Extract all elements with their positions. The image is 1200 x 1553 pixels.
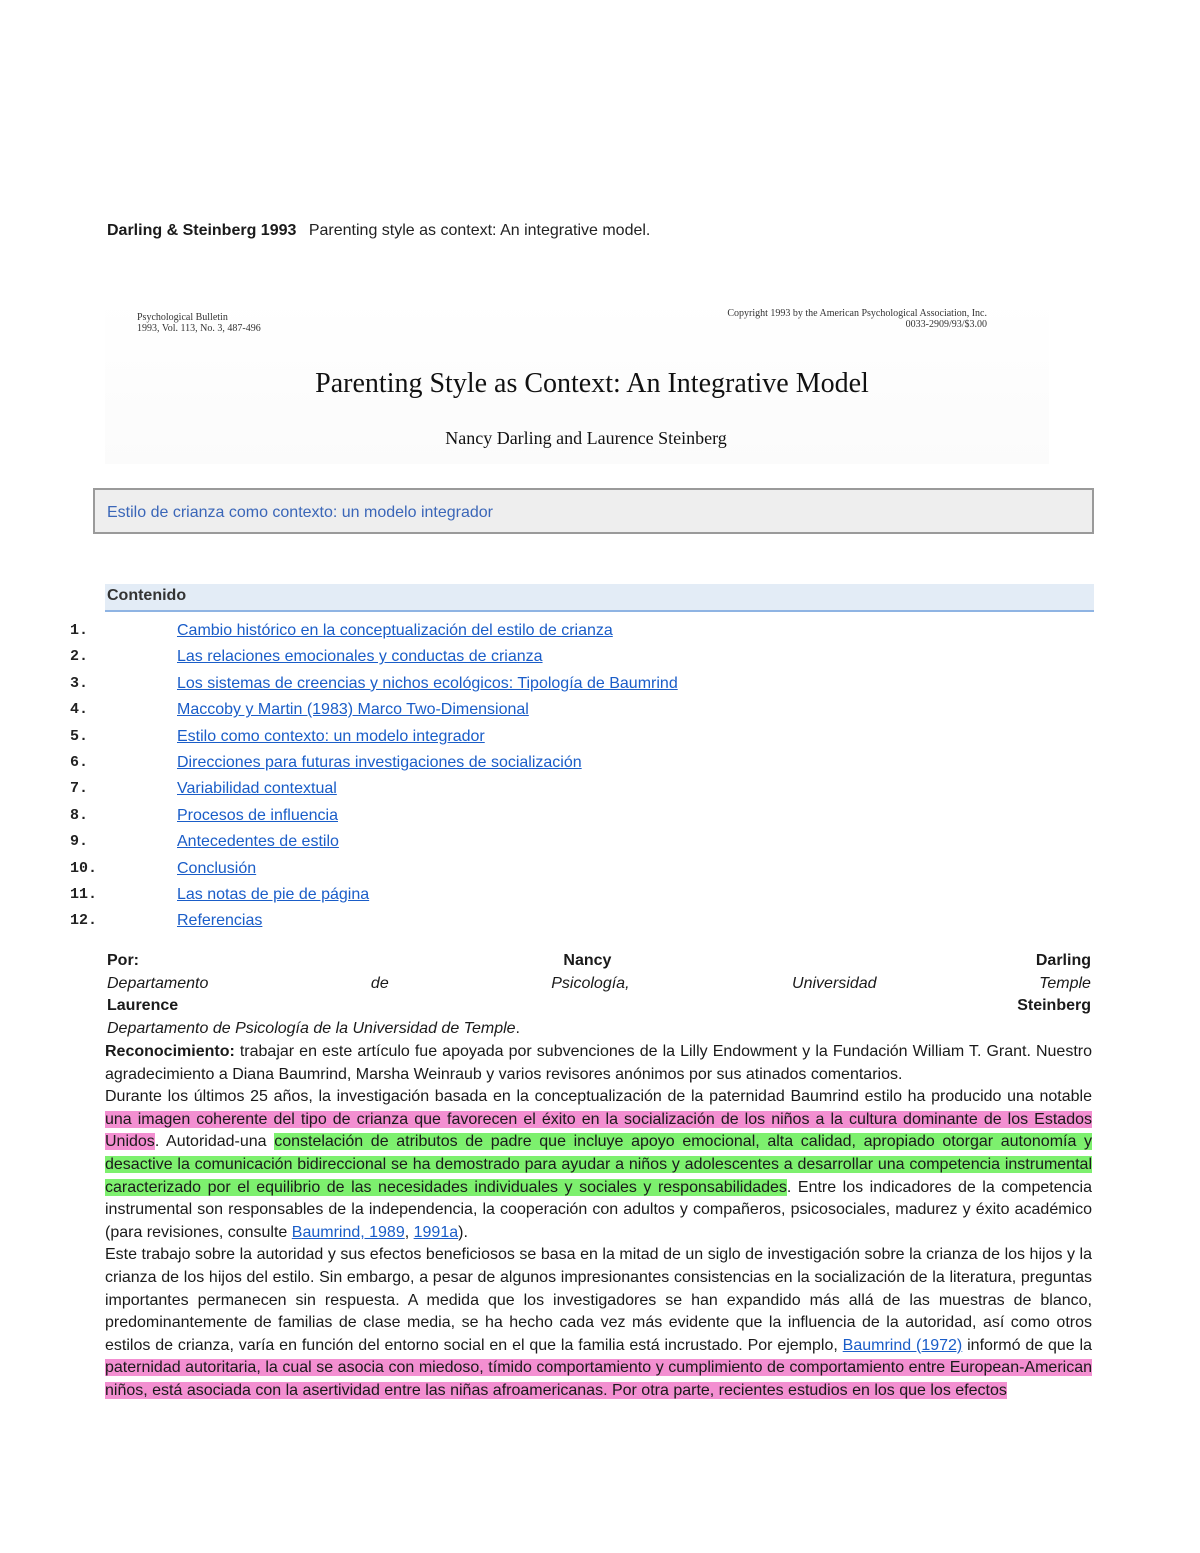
toc-link[interactable]: Antecedentes de estilo: [177, 833, 339, 851]
second-author-family: Steinberg: [1017, 997, 1091, 1015]
highlighted-text-green: constelación de atributos de padre que incluye apoyo emocional, alta calidad, apropiado otorgar autonomía y desactive la comunicación bidireccional se ha demostrado para ayudar a niños y adolescentes a desarrollar una competencia instrumental caracterizado por el equilibrio de las necesidades individuales y sociales y responsabilidades: [105, 1133, 1093, 1196]
toc-number: 11.: [70, 885, 98, 903]
journal-info: [137, 312, 261, 334]
table-of-contents: [0, 620, 1200, 937]
issn-line: 0033-2909/93/$3.00: [905, 319, 987, 330]
toc-number: 10.: [70, 859, 98, 877]
header-authors: Darling & Steinberg 1993: [107, 222, 297, 239]
first-author-given: Nancy: [563, 952, 612, 969]
scanned-journal-header: [105, 298, 1049, 464]
toc-item: [0, 858, 1200, 884]
toc-number: 6.: [70, 753, 89, 771]
toc-link[interactable]: Procesos de influencia: [177, 806, 338, 824]
affiliation-word: de: [370, 974, 389, 992]
journal-name: Psychological Bulletin: [137, 312, 228, 323]
second-author-given: Laurence: [107, 997, 179, 1015]
toc-number: 5.: [70, 727, 89, 745]
byline-por: Por:: [107, 952, 139, 969]
toc-number: 3.: [70, 674, 89, 692]
paragraph-text: Este trabajo sobre la autoridad y sus efectos beneficiosos se basa en la mitad de un siglo de investigación sobre la crianza de los hijos y la crianza de los hijos del estilo. Sin embargo, a pesar de algunos impresionantes consistencias en la socialización de la literatura, preguntas importantes permanecen sin respuesta. A medida que los investigadores se han expandido más allá de las muestras de blanco, predominantemente de familias de clase media, se ha hecho cada vez más evidente que la influencia de la autoridad, así como otros estilos de crianza, varía en función del entorno social en el que la familia está incrustado. Por ejemplo,: [105, 1246, 1092, 1354]
highlighted-text-pink: paternidad autoritaria, la cual se asocia con miedoso, tímido comportamiento y cumplimiento de comportamiento entre European-American niños, está asociada con la asertividad entre las niñas afroamericanas. Por otra parte, recientes estudios en los que los efectos: [105, 1359, 1092, 1399]
paragraph-text: Durante los últimos 25 años, la investigación basada en la conceptualización de la paternidad Baumrind estilo ha producido una notable: [105, 1088, 1092, 1106]
toc-item: [0, 831, 1200, 857]
affiliation-2-period: .: [515, 1019, 520, 1037]
translated-title-box: [93, 488, 1094, 534]
byline-row-affiliation-1: [107, 973, 1091, 996]
toc-heading-label: Contenido: [107, 587, 187, 604]
citation-link[interactable]: Baumrind, 1989: [291, 1223, 405, 1241]
toc-link[interactable]: Estilo como contexto: un modelo integrador: [177, 727, 485, 745]
body-paragraph-1: [105, 1086, 1092, 1244]
toc-item: [0, 699, 1200, 725]
toc-number: 1.: [70, 622, 89, 639]
article-authors: Nancy Darling and Laurence Steinberg: [445, 428, 727, 448]
citation-link[interactable]: 1991a: [413, 1223, 459, 1241]
toc-number: 7.: [70, 780, 89, 798]
toc-link[interactable]: Los sistemas de creencias y nichos ecológicos: Tipología de Baumrind: [177, 674, 678, 692]
affiliation-2: Departamento de Psicología de la Universidad de Temple: [107, 1019, 516, 1037]
affiliation-word: Temple: [1039, 974, 1091, 992]
first-author-family: Darling: [1035, 952, 1091, 969]
acknowledgement-paragraph: [105, 1041, 1092, 1086]
acknowledgement-text: trabajar en este artículo fue apoyada por subvenciones de la Lilly Endowment y la Fundación William T. Grant. Nuestro agradecimiento a Diana Baumrind, Marsha Weinraub y varios revisores anónimos por sus atinados comentarios.: [105, 1043, 1092, 1083]
affiliation-word: Psicología,: [551, 974, 630, 992]
paragraph-text: . Autoridad-una: [154, 1133, 275, 1151]
byline-row-first-author: [107, 950, 1091, 973]
toc-item: [0, 910, 1200, 936]
acknowledgement-label: Reconocimiento:: [105, 1043, 235, 1060]
toc-item: [0, 805, 1200, 831]
toc-item: [0, 646, 1200, 672]
toc-link[interactable]: Referencias: [177, 912, 263, 930]
toc-number: 8.: [70, 806, 89, 824]
paragraph-text: ,: [404, 1223, 414, 1241]
citation-link[interactable]: Baumrind (1972): [842, 1336, 963, 1354]
document-header: [107, 222, 650, 240]
toc-item: [0, 884, 1200, 910]
paragraph-text: . Entre los indicadores de la competencia instrumental son responsables de la independencia, la cooperación con adultos y compañeros, psicosociales, madurez y éxito académico (para revisiones, consulte: [105, 1178, 1093, 1241]
paragraph-text: informó de que la: [962, 1336, 1093, 1354]
header-title: Parenting style as context: An integrative model.: [308, 222, 651, 239]
affiliation-word: Universidad: [792, 974, 877, 992]
author-byline: [107, 950, 1091, 1040]
article-title: Parenting Style as Context: An Integrative Model: [315, 368, 869, 399]
article-body: [105, 1041, 1092, 1403]
toc-item: [0, 778, 1200, 804]
toc-link[interactable]: Direcciones para futuras investigaciones de socialización: [177, 753, 582, 771]
toc-item: [0, 752, 1200, 778]
toc-link[interactable]: Las relaciones emocionales y conductas de crianza: [177, 648, 543, 666]
toc-item: [0, 620, 1200, 646]
toc-item: [0, 673, 1200, 699]
byline-row-second-author: [107, 995, 1091, 1018]
toc-link[interactable]: Maccoby y Martin (1983) Marco Two-Dimensional: [177, 701, 529, 719]
toc-number: 4.: [70, 701, 89, 719]
toc-link[interactable]: Cambio histórico en la conceptualización del estilo de crianza: [177, 622, 613, 639]
body-paragraph-2: [105, 1244, 1092, 1402]
byline-row-affiliation-2: [107, 1018, 1091, 1041]
toc-number: 2.: [70, 648, 89, 666]
toc-item: [0, 726, 1200, 752]
toc-heading: [105, 584, 1094, 612]
paragraph-text: ).: [458, 1223, 468, 1241]
toc-link[interactable]: Conclusión: [177, 859, 257, 877]
journal-volume: 1993, Vol. 113, No. 3, 487-496: [137, 323, 261, 334]
toc-number: 9.: [70, 833, 89, 851]
toc-link[interactable]: Variabilidad contextual: [177, 780, 337, 798]
highlighted-text-pink: una imagen coherente del tipo de crianza que favorecen el éxito en la socialización de los niños a la cultura dominante de los Estados Unidos: [105, 1110, 1092, 1151]
affiliation-word: Departamento: [107, 974, 209, 992]
copyright-line: Copyright 1993 by the American Psychological Association, Inc.: [727, 308, 987, 319]
toc-link[interactable]: Las notas de pie de página: [177, 885, 370, 903]
toc-number: 12.: [70, 912, 98, 930]
translated-title: Estilo de crianza como contexto: un modelo integrador: [107, 504, 493, 521]
copyright-info: [727, 308, 987, 330]
